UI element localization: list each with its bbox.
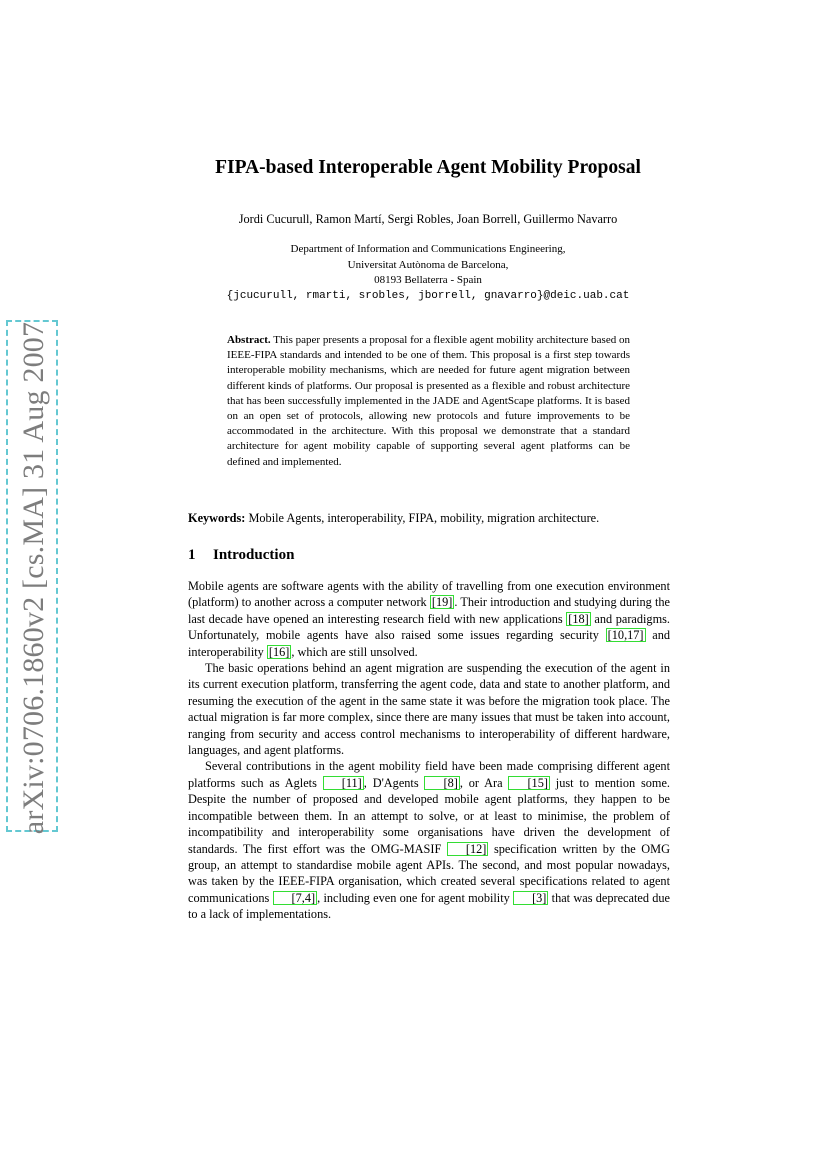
paragraph-text: , including even one for agent mobility — [317, 890, 514, 905]
affiliation-department: Department of Information and Communications Engineering, — [290, 243, 566, 255]
citation-link[interactable]: [19] — [431, 595, 453, 610]
citation-link[interactable]: [8] — [424, 776, 459, 790]
paragraph-3 — [188, 758, 670, 922]
citation-link[interactable]: [18] — [568, 611, 589, 626]
affiliation-university: Universitat Autònoma de Barcelona, — [347, 258, 509, 271]
paragraph-text: specification written by the OMG group, an attempt to standardise mobile agent APIs. The second, and most popular nowadays, was taken by the IEEE-FIPA organisation, which created several specifications related to agent communications — [188, 841, 670, 905]
author-list: Jordi Cucurull, Ramon Martí, Sergi Robles, Joan Borrell, Guillermo Navarro — [238, 212, 618, 226]
paragraph-2: The basic operations behind an agent migration are suspending the execution of the agent in its current execution platform, transferring the agent code, data and state to another platform, and resuming the execution of the agent in the same state it was before the migration took place. The actual migration is far more complex, since there are many issues that must be taken into account, ranging from security and access control mechanisms to interoperability of different hardware, languages, and agent platforms. — [188, 661, 670, 758]
section-number: 1 — [188, 547, 196, 563]
arxiv-stamp[interactable] — [6, 320, 58, 835]
paragraph-text: just to mention some. Despite the number of proposed and developed mobile agent platforms, they happen to be incompatible between them. In an attempt to solve, or at least to minimise, the problem of incompatibility and interoperability some organisations have driven the development of standards. The first effort was the OMG-MASIF — [188, 775, 671, 856]
keywords — [188, 510, 670, 526]
section-body — [188, 578, 670, 923]
paper-title: FIPA-based Interoperable Agent Mobility Proposal — [215, 157, 641, 178]
paragraph-text: , or Ara — [459, 775, 509, 790]
paragraph-text: , D'Agents — [363, 775, 425, 790]
citation-link[interactable]: [12] — [447, 842, 489, 856]
keywords-label: Keywords: — [188, 511, 246, 525]
abstract — [227, 333, 630, 470]
section-title: Introduction — [213, 547, 295, 563]
keywords-text: Mobile Agents, interoperability, FIPA, mobility, migration architecture. — [248, 511, 600, 525]
paragraph-text: and interoperability — [188, 628, 670, 659]
abstract-label: Abstract. — [227, 334, 271, 346]
citation-link[interactable]: [11] — [323, 776, 364, 790]
affiliation-block — [188, 242, 668, 304]
section-heading — [188, 547, 294, 564]
arxiv-stamp-text: arXiv:0706.1860v2 [cs.MA] 31 Aug 2007 — [17, 321, 50, 835]
paragraph-text: and paradigms. Unfortunately, mobile agents have also raised some issues regarding security — [188, 611, 671, 643]
paragraph-text: that was deprecated due to a lack of implementations. — [188, 890, 671, 922]
citation-link[interactable]: [7,4] — [273, 891, 318, 905]
paragraph-1 — [188, 578, 670, 660]
author-emails: {jcucurull, rmarti, srobles, jborrell, gnavarro}@deic.uab.cat — [226, 289, 630, 302]
paragraph-text: , which are still unsolved. — [291, 644, 418, 659]
citation-link[interactable]: [3] — [513, 891, 548, 905]
citation-link[interactable]: [10,17] — [607, 628, 644, 643]
affiliation-address: 08193 Bellaterra - Spain — [374, 274, 482, 286]
citation-link[interactable]: [15] — [508, 776, 550, 790]
paragraph-text: Several contributions in the agent mobility field have been made comprising different agent platforms such as Aglets — [188, 759, 670, 790]
abstract-text: This paper presents a proposal for a flexible agent mobility architecture based on IEEE-FIPA standards and intended to be one of them. This proposal is a first step towards interoperable mobility mechanisms, which are needed for future agent migration between different kinds of platforms. Our proposal is presented as a flexible and robust architecture that has been successfully implemented in the JADE and AgentScape platforms. It is based on an open set of protocols, allowing new protocols and future improvements to be accommodated in the architecture. With this proposal we demonstrate that a standard architecture for agent mobility capable of supporting several agent platforms can be defined and implemented. — [227, 334, 630, 468]
citation-link[interactable]: [16] — [268, 644, 290, 659]
paragraph-text: Mobile agents are software agents with the ability of travelling from one execution environment (platform) to another across a computer network — [188, 579, 670, 610]
paragraph-text: . Their introduction and studying during the last decade have opened an interesting research field with new applications — [188, 595, 670, 626]
